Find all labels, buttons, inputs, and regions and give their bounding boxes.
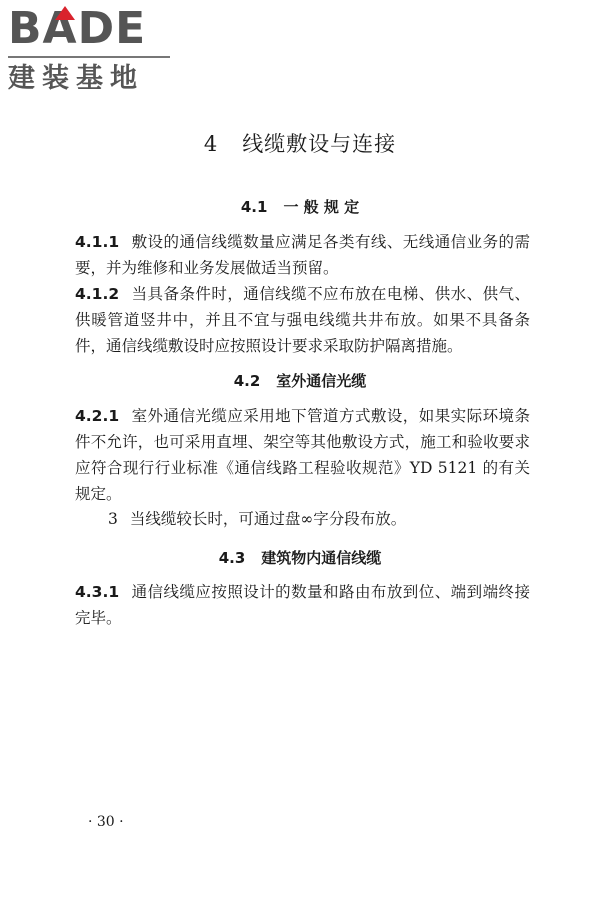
clause-4-1-2 [75, 281, 530, 359]
clause-text: 敷设的通信线缆数量应满足各类有线、无线通信业务的需要，并为维修和业务发展做适当预留。 [75, 233, 530, 277]
clause-number: 4.1.1 [75, 233, 120, 251]
logo-chinese-text: 建装基地 [8, 63, 144, 94]
section-number: 4.1 [240, 198, 268, 216]
logo-divider [8, 56, 170, 58]
clause-4-2-1 [75, 403, 530, 507]
clause-text: 当具备条件时，通信线缆不应布放在电梯、供水、供气、供暖管道竖井中，并且不宜与强电线缆共井布放。如果不具备条件，通信线缆敷设时应按照设计要求采取防护隔离措施。 [75, 285, 530, 355]
logo-wordmark [8, 4, 180, 54]
chapter-number: 4 [203, 132, 219, 156]
clause-number: 4.1.2 [75, 285, 120, 303]
section-number: 4.2 [233, 372, 261, 390]
clause-4-3-1 [75, 579, 530, 631]
clause-4-1-1 [75, 229, 530, 281]
section-number: 4.3 [218, 549, 246, 567]
section-title-text: 建筑物内通信线缆 [261, 549, 382, 567]
section-title-4-2 [0, 370, 600, 391]
clause-4-2-1-item-3 [75, 506, 530, 532]
section-title-text: 室外通信光缆 [276, 372, 367, 390]
section-title-4-1 [0, 196, 600, 217]
logo-triangle-icon [55, 6, 75, 20]
brand-logo [8, 4, 180, 94]
clause-number: 4.3.1 [75, 583, 120, 601]
clause-text: 通信线缆应按照设计的数量和路由布放到位、端到端终接完毕。 [75, 583, 530, 627]
section-title-text: 一 般 规 定 [283, 198, 360, 216]
logo-word-text: BADE [8, 3, 147, 54]
section-title-4-3 [0, 547, 600, 568]
clause-number: 4.2.1 [75, 407, 120, 425]
item-text: 当线缆较长时，可通过盘∞字分段布放。 [129, 510, 407, 528]
page-number: · 30 · [88, 814, 124, 830]
item-number: 3 [108, 510, 118, 528]
clause-text: 室外通信光缆应采用地下管道方式敷设，如果实际环境条件不允许，也可采用直埋、架空等其他敷设方式，施工和验收要求应符合现行行业标准《通信线路工程验收规范》YD 5121 的有关规定。 [75, 407, 530, 503]
chapter-title [0, 128, 600, 158]
chapter-title-text: 线缆敷设与连接 [242, 132, 397, 156]
